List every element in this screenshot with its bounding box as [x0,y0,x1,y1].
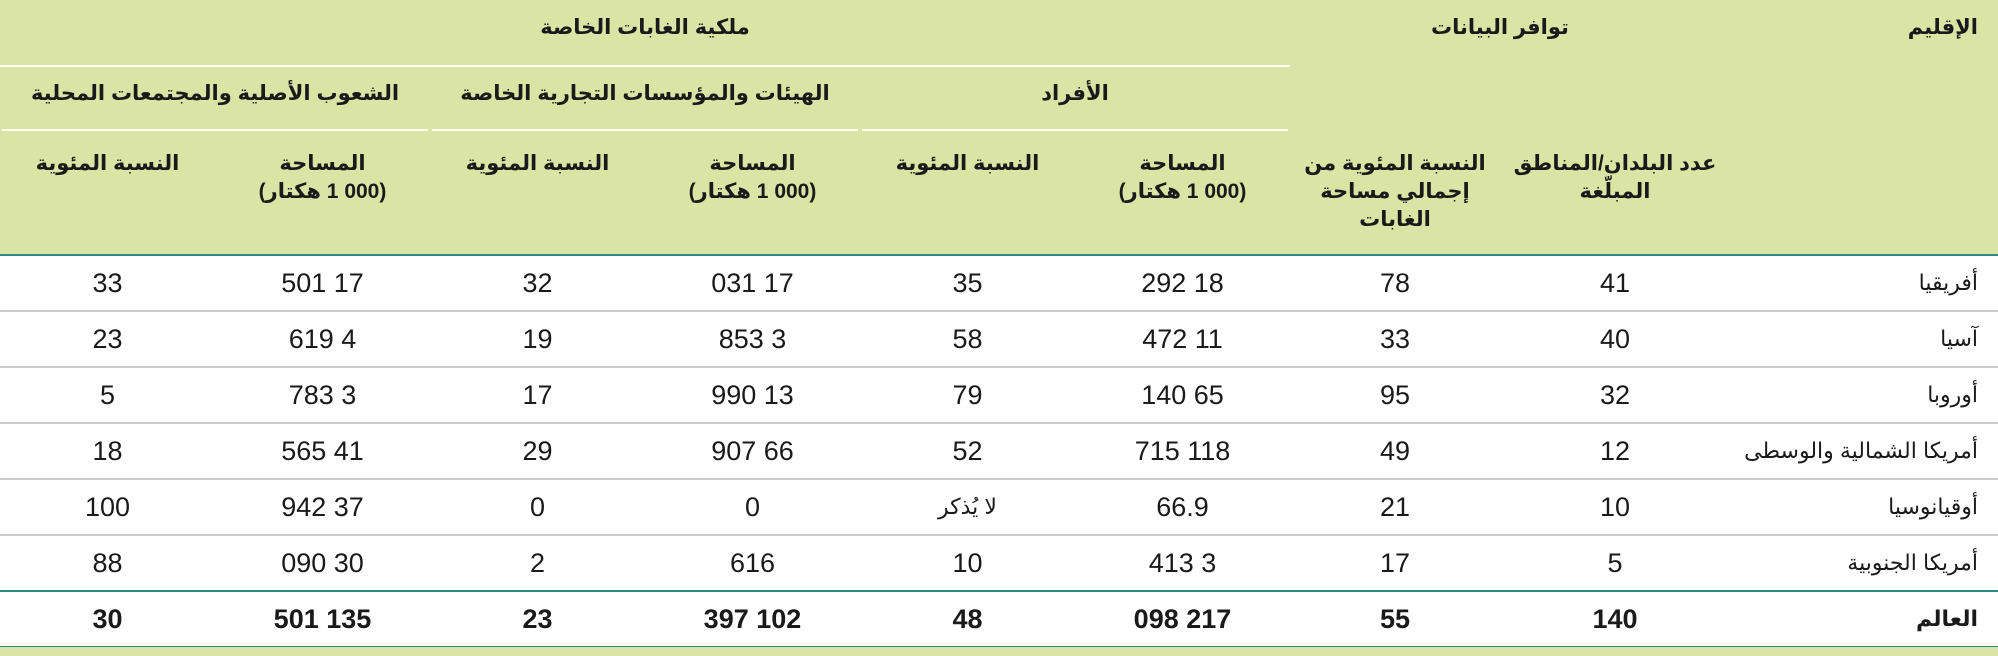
header-individuals-percent: النسبة المئوية [895,152,1040,175]
header-divider [432,129,858,131]
cell-business-pct: 23 [522,604,553,634]
cell-countries: 41 [1599,268,1631,298]
cell-indigenous-pct: 30 [92,604,123,634]
cell-countries: 10 [1599,492,1631,522]
header-private-ownership: ملكية الغابات الخاصة [540,16,750,39]
cell-individuals-pct: لا يُذكر [938,494,997,519]
cell-business-area: 66 907 [711,436,794,466]
header-business-area: المساحة (000 1 هكتار) [688,152,817,203]
header-indigenous-percent: النسبة المئوية [35,152,180,175]
cell-indigenous-pct: 5 [99,380,116,410]
cell-region: أمريكا الشمالية والوسطى [1744,438,1978,463]
table-row [0,424,1998,480]
cell-business-area: 102 397 [703,604,802,634]
cell-business-pct: 0 [529,492,546,522]
header-business-percent: النسبة المئوية [465,152,610,175]
table-row [0,256,1998,312]
cell-indigenous-area: 41 565 [281,436,364,466]
cell-indigenous-area: 30 090 [281,548,364,578]
table-row [0,536,1998,592]
cell-countries: 32 [1599,380,1631,410]
cell-indigenous-pct: 23 [92,324,123,354]
cell-individuals-pct: 48 [952,604,983,634]
cell-business-area: 0 [744,492,761,522]
header-data-availability: توافر البيانات [1431,16,1569,39]
cell-countries: 5 [1607,548,1623,578]
cell-pct-total: 55 [1379,604,1411,634]
header-indigenous-area: المساحة (000 1 هكتار) [258,152,387,203]
cell-individuals-area: 217 098 [1133,604,1232,634]
table-row [0,480,1998,536]
cell-individuals-pct: 35 [952,268,983,298]
cell-indigenous-area: 3 783 [288,380,357,410]
cell-region: أفريقيا [1918,270,1978,295]
header-individuals: الأفراد [1041,82,1109,105]
cell-pct-total: 78 [1379,268,1411,298]
header-individuals-area: المساحة (000 1 هكتار) [1118,152,1247,203]
cell-individuals-area: 66.9 [1156,492,1209,522]
header-region: الإقليم [1907,16,1978,39]
table-row [0,312,1998,368]
cell-region: أمريكا الجنوبية [1847,550,1978,575]
header-pct-forest: النسبة المئوية من إجمالي مساحة الغابات [1304,152,1486,231]
header-divider [2,129,428,131]
cell-business-pct: 32 [522,268,553,298]
cell-indigenous-area: 37 942 [281,492,364,522]
header-num-countries: عدد البلدان/المناطق المبلّغة [1513,152,1717,203]
cell-indigenous-area: 4 619 [288,324,357,354]
cell-indigenous-area: 135 501 [273,604,372,634]
cell-region: أوقيانوسيا [1888,494,1978,519]
cell-countries: 40 [1599,324,1631,354]
cell-indigenous-pct: 100 [84,492,131,522]
cell-indigenous-area: 17 501 [281,268,364,298]
cell-individuals-area: 65 140 [1141,380,1224,410]
header-business-entities: الهيئات والمؤسسات التجارية الخاصة [460,82,830,105]
cell-region: آسيا [1940,326,1978,351]
cell-region: أوروبا [1927,382,1978,407]
cell-individuals-pct: 79 [952,380,983,410]
cell-pct-total: 17 [1379,548,1411,578]
cell-pct-total: 21 [1379,492,1411,522]
cell-indigenous-pct: 33 [92,268,123,298]
cell-business-pct: 17 [522,380,553,410]
cell-pct-total: 33 [1379,324,1411,354]
cell-business-area: 616 [729,548,776,578]
cell-pct-total: 95 [1379,380,1411,410]
cell-business-pct: 29 [522,436,553,466]
cell-countries: 140 [1592,604,1638,634]
header-divider [862,129,1288,131]
header-divider [0,65,1290,67]
cell-business-area: 3 853 [718,324,787,354]
cell-business-area: 17 031 [711,268,794,298]
cell-countries: 12 [1599,436,1631,466]
table-row [0,368,1998,424]
cell-business-pct: 2 [529,548,546,578]
cell-pct-total: 49 [1379,436,1411,466]
cell-individuals-pct: 52 [952,436,983,466]
cell-individuals-pct: 58 [952,324,983,354]
header-indigenous-communities: الشعوب الأصلية والمجتمعات المحلية [30,82,400,105]
cell-individuals-area: 11 472 [1142,324,1223,354]
cell-individuals-area: 18 292 [1141,268,1224,298]
cell-indigenous-pct: 18 [92,436,123,466]
cell-business-pct: 19 [522,324,553,354]
cell-individuals-pct: 10 [952,548,983,578]
cell-business-area: 13 990 [711,380,794,410]
cell-individuals-area: 118 715 [1134,436,1231,466]
table-footer-band [0,647,1998,656]
table-header [0,0,1998,254]
cell-indigenous-pct: 88 [92,548,123,578]
table-total-row [0,592,1998,648]
cell-individuals-area: 3 413 [1148,548,1217,578]
cell-region: العالم [1916,606,1978,631]
